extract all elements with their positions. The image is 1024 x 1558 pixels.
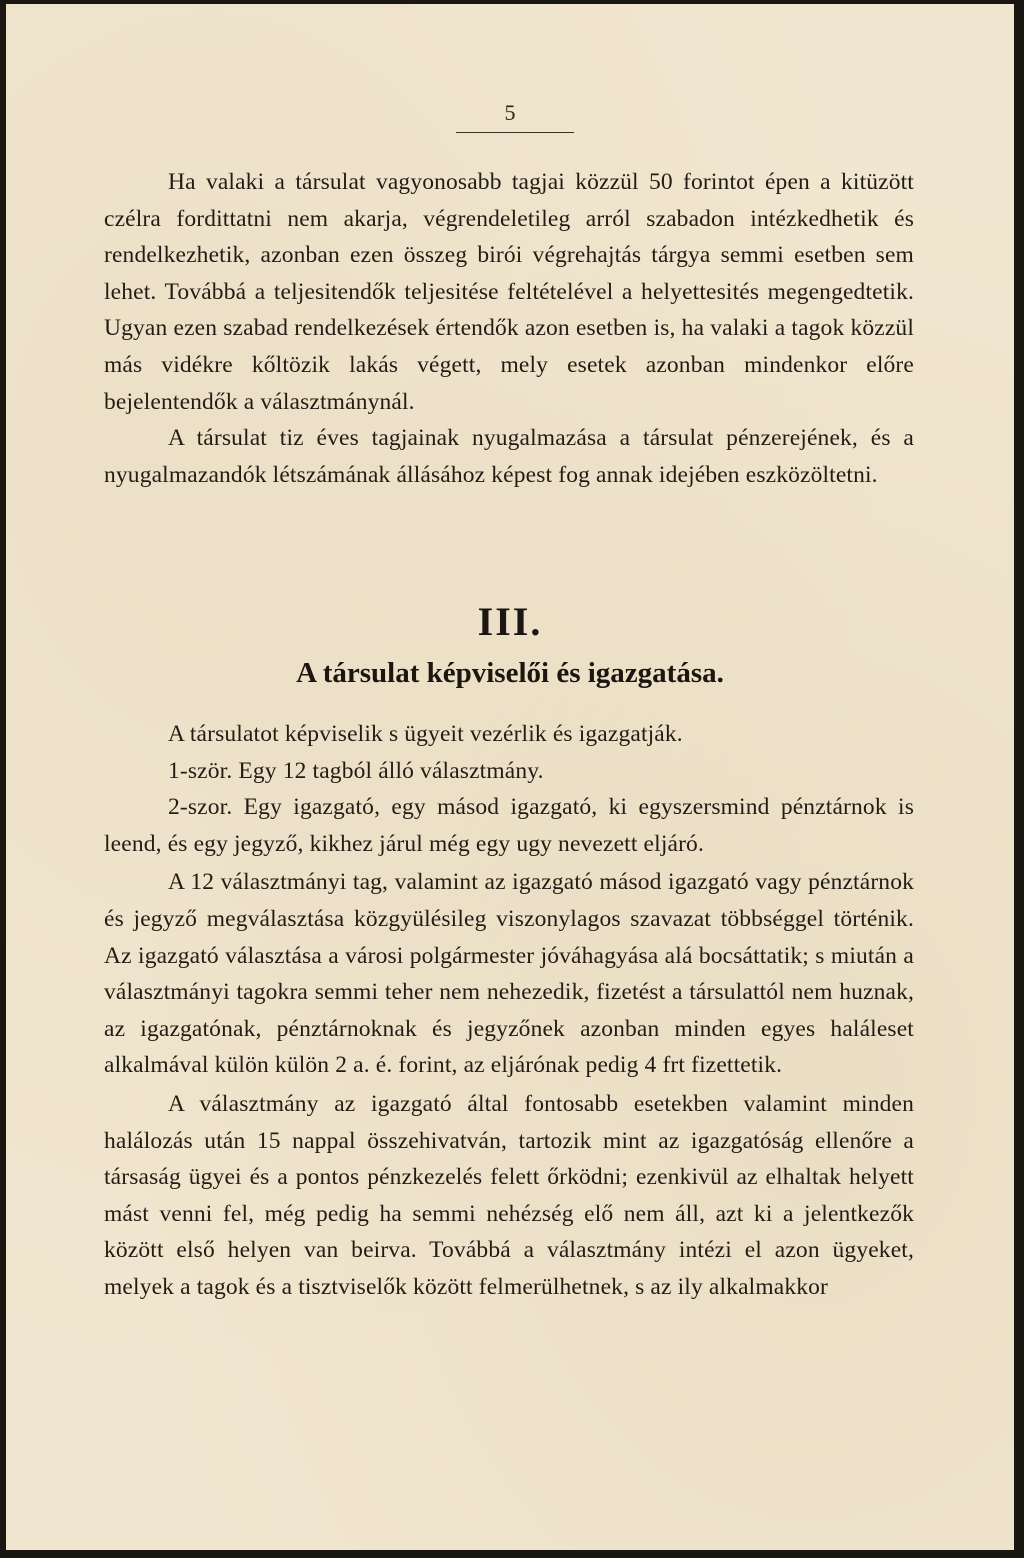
header-rule bbox=[456, 132, 574, 133]
paragraph: A társulat tiz éves tagjainak nyugalmazása a társulat pénzerejének, és a nyugalmazandók létszámának állásához képest fog annak idejében eszközöltetni. bbox=[104, 425, 914, 488]
page-number: 5 bbox=[504, 100, 516, 125]
paragraph: 1-ször. Egy 12 tagból álló választmány. bbox=[168, 757, 544, 784]
document-page bbox=[6, 4, 1014, 1550]
paragraph: Ha valaki a társulat vagyonosabb tagjai közzül 50 forintot épen a kitüzött czélra fordittatni nem akarja, végrendeletileg arról szabadon intézkedhetik és rendelkezhetik, azonban ezen összeg birói végrehajtás tárgya semmi esetben sem lehet. Továbbá a teljesitendők teljesitése feltételével a helyettesités megengedtetik. Ugyan ezen szabad rendelkezések értendők azon esetben is, ha valaki a tagok közzül más vidékre kőltözik lakás végett, mely esetek azonban mindenkor előre bejelentendők a választmánynál. bbox=[104, 169, 914, 415]
paragraph: A 12 választmányi tag, valamint az igazgató másod igazgató vagy pénztárnok és jegyző megválasztása közgyülésileg viszonylagos szavazat többséggel történik. Az igazgató választása a városi polgármester jóváhagyása alá bocsáttatik; s miután a választmányi tagokra semmi teher nem nehezedik, fizetést a társulattól nem huznak, az igazgatónak, pénztárnoknak és jegyzőnek azonban minden egyes haláleset alkalmával külön külön 2 a. é. forint, az eljárónak pedig 4 frt fizettetik. bbox=[104, 869, 914, 1079]
paragraph: A választmány az igazgató által fontosabb esetekben valamint minden halálozás után 15 nappal összehivatván, tartozik mint az igazgatóság ellenőre a társaság ügyei és a pontos pénzkezelés felett őrködni; ezenkivül az elhaltak helyett mást venni fel, még pedig ha semmi nehézség elő nem áll, azt ki a jelentkezők között első helyen van beirva. Továbbá a választmány intézi el azon ügyeket, melyek a tagok és a tisztviselők között felmerülhetnek, s az ily alkalmakkor bbox=[104, 1090, 914, 1300]
body-text-bottom bbox=[104, 716, 914, 1306]
paragraph: A társulatot képviselik s ügyeit vezérlik és igazgatják. bbox=[168, 721, 683, 747]
section-numeral: III. bbox=[477, 599, 543, 644]
paragraph: 2-szor. Egy igazgató, egy másod igazgató, ki egyszersmind pénztárnok is leend, és egy jegyző, kikhez járul még egy ugy nevezett eljáró. bbox=[104, 794, 914, 857]
body-text-top bbox=[104, 164, 914, 493]
section-title: A társulat képviselői és igazgatása. bbox=[296, 657, 724, 689]
